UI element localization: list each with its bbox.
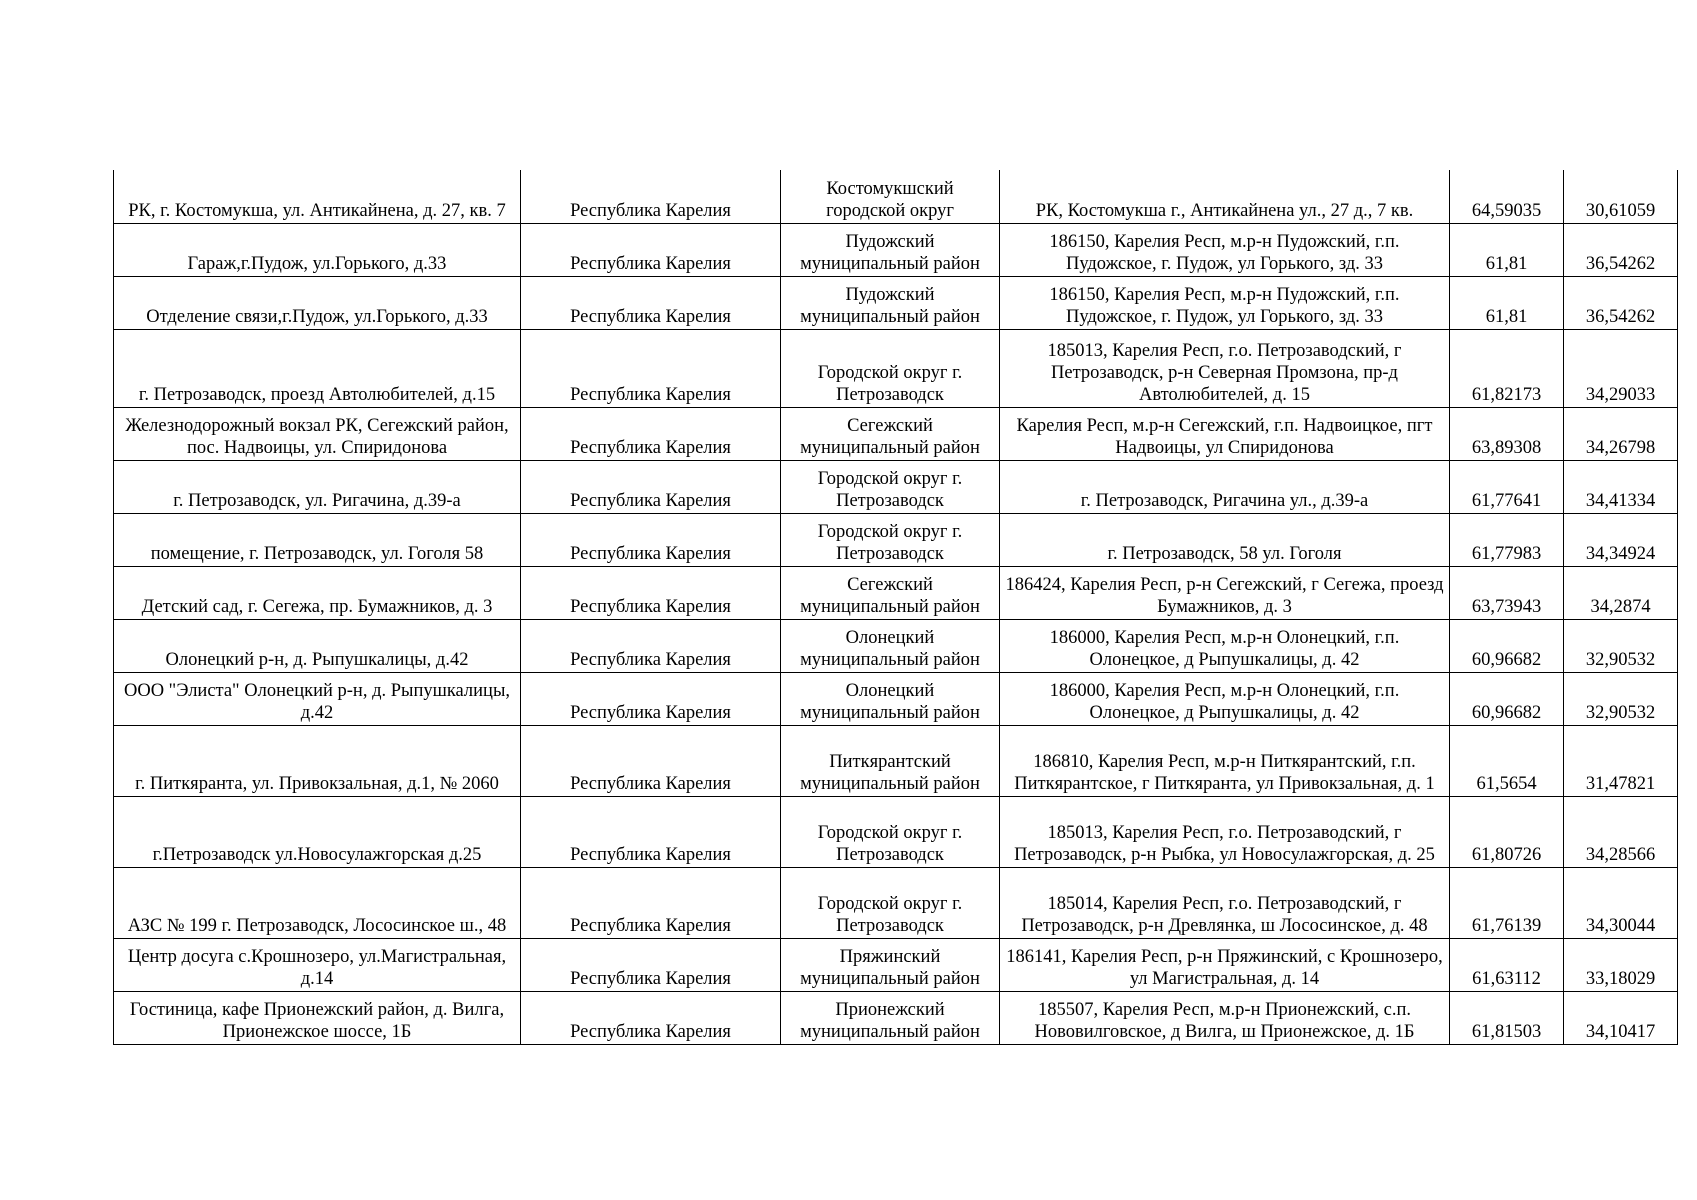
region-cell: Республика Карелия <box>521 938 781 991</box>
latitude-cell: 60,96682 <box>1450 619 1564 672</box>
table-row <box>114 796 1678 867</box>
address-cell: 185014, Карелия Респ, г.о. Петрозаводский, г Петрозаводск, р-н Древлянка, ш Лососинское, д. 48 <box>1000 867 1450 938</box>
table-row <box>114 672 1678 725</box>
municipality-cell: Городской округ г. Петрозаводск <box>781 329 1000 407</box>
longitude-cell: 34,10417 <box>1564 991 1678 1044</box>
object-name-cell: ООО "Элиста" Олонецкий р-н, д. Рыпушкалицы, д.42 <box>114 672 521 725</box>
longitude-cell: 31,47821 <box>1564 725 1678 796</box>
address-table <box>113 170 1678 1045</box>
longitude-cell: 32,90532 <box>1564 672 1678 725</box>
table-body <box>114 170 1678 1044</box>
latitude-cell: 61,77983 <box>1450 513 1564 566</box>
region-cell: Республика Карелия <box>521 513 781 566</box>
longitude-cell: 34,41334 <box>1564 460 1678 513</box>
municipality-cell: Костомукшский городской округ <box>781 170 1000 223</box>
municipality-cell: Олонецкий муниципальный район <box>781 619 1000 672</box>
latitude-cell: 63,89308 <box>1450 407 1564 460</box>
latitude-cell: 61,76139 <box>1450 867 1564 938</box>
object-name-cell: г.Петрозаводск ул.Новосулажгорская д.25 <box>114 796 521 867</box>
latitude-cell: 64,59035 <box>1450 170 1564 223</box>
object-name-cell: помещение, г. Петрозаводск, ул. Гоголя 58 <box>114 513 521 566</box>
object-name-cell: г. Петрозаводск, проезд Автолюбителей, д.15 <box>114 329 521 407</box>
object-name-cell: РК, г. Костомукша, ул. Антикайнена, д. 27, кв. 7 <box>114 170 521 223</box>
region-cell: Республика Карелия <box>521 566 781 619</box>
region-cell: Республика Карелия <box>521 276 781 329</box>
address-cell: РК, Костомукша г., Антикайнена ул., 27 д., 7 кв. <box>1000 170 1450 223</box>
latitude-cell: 61,77641 <box>1450 460 1564 513</box>
object-name-cell: Олонецкий р-н, д. Рыпушкалицы, д.42 <box>114 619 521 672</box>
longitude-cell: 34,26798 <box>1564 407 1678 460</box>
table-row <box>114 991 1678 1044</box>
object-name-cell: Железнодорожный вокзал РК, Сегежский район, пос. Надвоицы, ул. Спиридонова <box>114 407 521 460</box>
longitude-cell: 36,54262 <box>1564 223 1678 276</box>
address-cell: 185013, Карелия Респ, г.о. Петрозаводский, г Петрозаводск, р-н Северная Промзона, пр-д Автолюбителей, д. 15 <box>1000 329 1450 407</box>
table-row <box>114 867 1678 938</box>
latitude-cell: 61,81503 <box>1450 991 1564 1044</box>
municipality-cell: Пудожский муниципальный район <box>781 276 1000 329</box>
region-cell: Республика Карелия <box>521 170 781 223</box>
latitude-cell: 61,80726 <box>1450 796 1564 867</box>
latitude-cell: 61,5654 <box>1450 725 1564 796</box>
municipality-cell: Городской округ г. Петрозаводск <box>781 867 1000 938</box>
address-cell: 185013, Карелия Респ, г.о. Петрозаводский, г Петрозаводск, р-н Рыбка, ул Новосулажгорская, д. 25 <box>1000 796 1450 867</box>
longitude-cell: 34,29033 <box>1564 329 1678 407</box>
municipality-cell: Олонецкий муниципальный район <box>781 672 1000 725</box>
object-name-cell: Отделение связи,г.Пудож, ул.Горького, д.33 <box>114 276 521 329</box>
table-row <box>114 223 1678 276</box>
region-cell: Республика Карелия <box>521 407 781 460</box>
table-row <box>114 276 1678 329</box>
latitude-cell: 61,63112 <box>1450 938 1564 991</box>
municipality-cell: Городской округ г. Петрозаводск <box>781 513 1000 566</box>
municipality-cell: Пряжинский муниципальный район <box>781 938 1000 991</box>
longitude-cell: 36,54262 <box>1564 276 1678 329</box>
table-row <box>114 566 1678 619</box>
longitude-cell: 34,28566 <box>1564 796 1678 867</box>
longitude-cell: 33,18029 <box>1564 938 1678 991</box>
longitude-cell: 32,90532 <box>1564 619 1678 672</box>
table-row <box>114 407 1678 460</box>
address-cell: 186141, Карелия Респ, р-н Пряжинский, с Крошнозеро, ул Магистральная, д. 14 <box>1000 938 1450 991</box>
object-name-cell: АЗС № 199 г. Петрозаводск, Лососинское ш., 48 <box>114 867 521 938</box>
table-row <box>114 460 1678 513</box>
address-cell: 186810, Карелия Респ, м.р-н Питкярантский, г.п. Питкярантское, г Питкяранта, ул Привокзальная, д. 1 <box>1000 725 1450 796</box>
latitude-cell: 61,82173 <box>1450 329 1564 407</box>
address-cell: 186000, Карелия Респ, м.р-н Олонецкий, г.п. Олонецкое, д Рыпушкалицы, д. 42 <box>1000 619 1450 672</box>
document-page <box>113 170 1678 1045</box>
table-row <box>114 329 1678 407</box>
object-name-cell: Центр досуга с.Крошнозеро, ул.Магистральная, д.14 <box>114 938 521 991</box>
table-row <box>114 170 1678 223</box>
region-cell: Республика Карелия <box>521 329 781 407</box>
table-row <box>114 513 1678 566</box>
municipality-cell: Городской округ г. Петрозаводск <box>781 460 1000 513</box>
object-name-cell: Детский сад, г. Сегежа, пр. Бумажников, д. 3 <box>114 566 521 619</box>
address-cell: 186000, Карелия Респ, м.р-н Олонецкий, г.п. Олонецкое, д Рыпушкалицы, д. 42 <box>1000 672 1450 725</box>
address-cell: Карелия Респ, м.р-н Сегежский, г.п. Надвоицкое, пгт Надвоицы, ул Спиридонова <box>1000 407 1450 460</box>
region-cell: Республика Карелия <box>521 867 781 938</box>
latitude-cell: 61,81 <box>1450 223 1564 276</box>
longitude-cell: 34,34924 <box>1564 513 1678 566</box>
latitude-cell: 63,73943 <box>1450 566 1564 619</box>
region-cell: Республика Карелия <box>521 796 781 867</box>
municipality-cell: Городской округ г. Петрозаводск <box>781 796 1000 867</box>
object-name-cell: Гостиница, кафе Прионежский район, д. Вилга, Прионежское шоссе, 1Б <box>114 991 521 1044</box>
address-cell: г. Петрозаводск, 58 ул. Гоголя <box>1000 513 1450 566</box>
address-cell: 186424, Карелия Респ, р-н Сегежский, г Сегежа, проезд Бумажников, д. 3 <box>1000 566 1450 619</box>
municipality-cell: Сегежский муниципальный район <box>781 407 1000 460</box>
region-cell: Республика Карелия <box>521 991 781 1044</box>
address-cell: 186150, Карелия Респ, м.р-н Пудожский, г.п. Пудожское, г. Пудож, ул Горького, зд. 33 <box>1000 276 1450 329</box>
table-row <box>114 619 1678 672</box>
municipality-cell: Прионежский муниципальный район <box>781 991 1000 1044</box>
latitude-cell: 61,81 <box>1450 276 1564 329</box>
region-cell: Республика Карелия <box>521 619 781 672</box>
address-cell: 185507, Карелия Респ, м.р-н Прионежский, с.п. Нововилговское, д Вилга, ш Прионежское, д. 1Б <box>1000 991 1450 1044</box>
object-name-cell: г. Петрозаводск, ул. Ригачина, д.39-а <box>114 460 521 513</box>
address-cell: г. Петрозаводск, Ригачина ул., д.39-а <box>1000 460 1450 513</box>
table-row <box>114 725 1678 796</box>
longitude-cell: 34,30044 <box>1564 867 1678 938</box>
longitude-cell: 30,61059 <box>1564 170 1678 223</box>
address-cell: 186150, Карелия Респ, м.р-н Пудожский, г.п. Пудожское, г. Пудож, ул Горького, зд. 33 <box>1000 223 1450 276</box>
region-cell: Республика Карелия <box>521 672 781 725</box>
object-name-cell: Гараж,г.Пудож, ул.Горького, д.33 <box>114 223 521 276</box>
region-cell: Республика Карелия <box>521 460 781 513</box>
table-row <box>114 938 1678 991</box>
region-cell: Республика Карелия <box>521 223 781 276</box>
longitude-cell: 34,2874 <box>1564 566 1678 619</box>
region-cell: Республика Карелия <box>521 725 781 796</box>
latitude-cell: 60,96682 <box>1450 672 1564 725</box>
municipality-cell: Пудожский муниципальный район <box>781 223 1000 276</box>
object-name-cell: г. Питкяранта, ул. Привокзальная, д.1, № 2060 <box>114 725 521 796</box>
municipality-cell: Питкярантский муниципальный район <box>781 725 1000 796</box>
municipality-cell: Сегежский муниципальный район <box>781 566 1000 619</box>
